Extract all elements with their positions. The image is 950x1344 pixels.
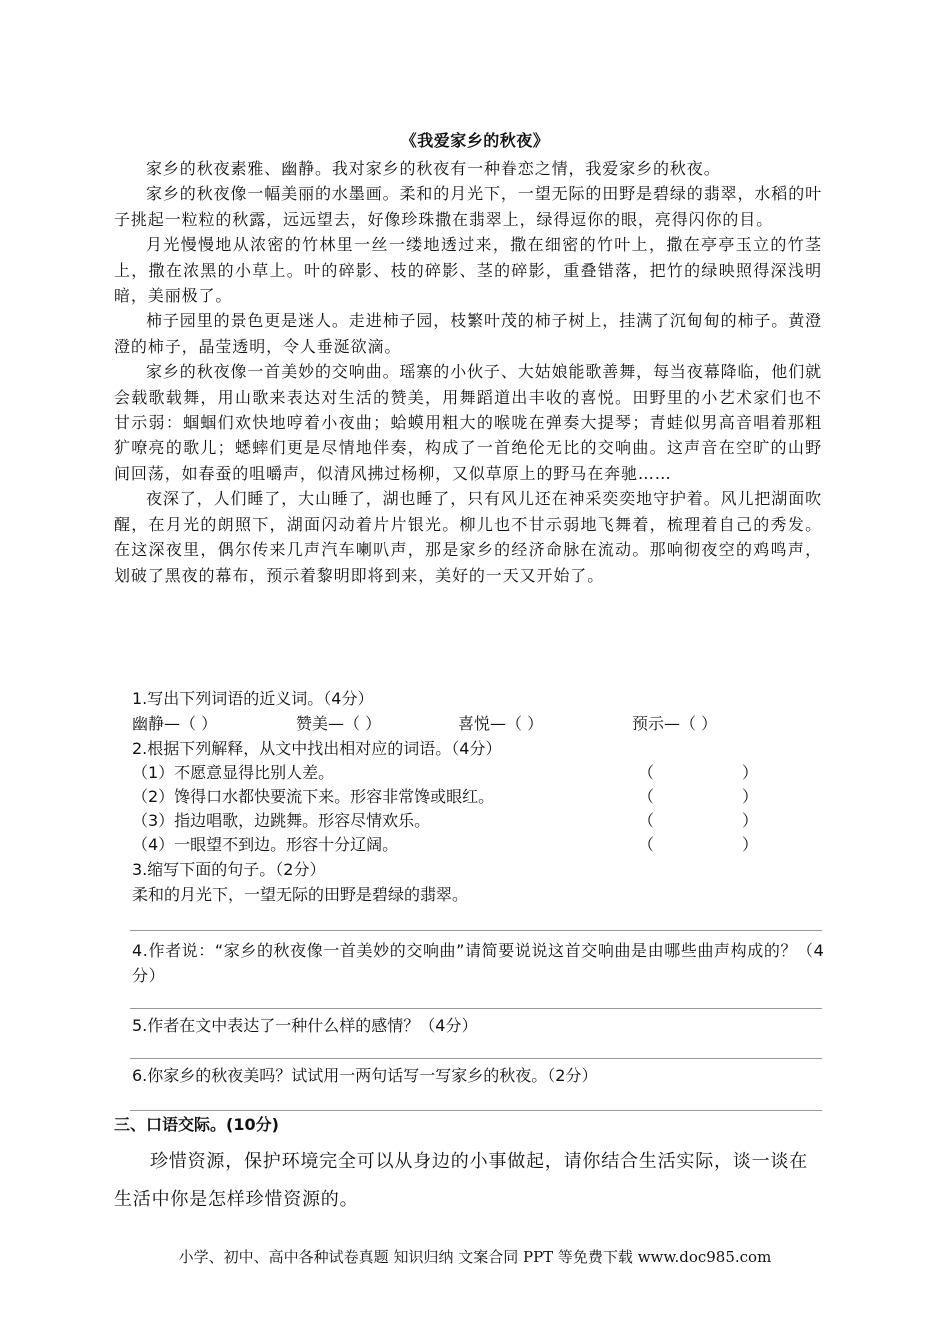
page-footer: 小学、初中、高中各种试卷真题 知识归纳 文案合同 PPT 等免费下载 www.doc985.com xyxy=(178,1248,772,1266)
passage-paragraph: 家乡的秋夜素雅、幽静。我对家乡的秋夜有一种眷恋之情，我爱家乡的秋夜。 xyxy=(146,159,721,178)
question-4-prompt: 4.作者说：“家乡的秋夜像一首美妙的交响曲”请简要说说这首交响曲是由哪些曲声构成的？（4分） xyxy=(132,941,825,985)
synonym-item[interactable]: 幽静—（ ） xyxy=(132,714,218,733)
blank-close-paren: ） xyxy=(741,763,758,782)
blank-open-paren: （ xyxy=(638,835,655,854)
definition-row xyxy=(132,761,828,785)
synonym-item[interactable]: 喜悦—（ ） xyxy=(458,714,544,733)
blank-open-paren: （ xyxy=(638,787,655,806)
blank-close-paren: ） xyxy=(741,811,758,830)
oral-communication-section xyxy=(114,1111,822,1219)
passage-paragraph: 夜深了，人们睡了，大山睡了，湖也睡了，只有风儿还在神采奕奕地守护着。风儿把湖面吹醒，在月光的朗照下，湖面闪动着片片银光。柳儿也不甘示弱地飞舞着，梳理着自己的秀发。在这深夜里，偶尔传来几声汽车喇叭声，那是家乡的经济命脉在流动。那响彻夜空的鸡鸣声，划破了黑夜的幕布，预示着黎明即将到来，美好的一天又开始了。 xyxy=(114,489,823,585)
question-6-prompt: 6.你家乡的秋夜美吗？试试用一两句话写一写家乡的秋夜。（2分） xyxy=(132,1066,598,1085)
question-2-prompt: 2.根据下列解释，从文中找出相对应的词语。（4分） xyxy=(132,739,502,758)
definition-text: （2）馋得口水都快要流下来。形容非常馋或眼红。 xyxy=(132,787,495,806)
definition-text: （4）一眼望不到边。形容十分辽阔。 xyxy=(132,835,399,854)
synonym-row xyxy=(132,711,828,736)
questions-section xyxy=(132,686,828,1111)
passage-paragraph: 柿子园里的景色更是迷人。走进柿子园，枝繁叶茂的柿子树上，挂满了沉甸甸的柿子。黄澄澄的柿子，晶莹透明，令人垂涎欲滴。 xyxy=(114,311,823,356)
question-3-prompt: 3.缩写下面的句子。（2分） xyxy=(132,860,326,879)
section-prompt: 珍惜资源，保护环境完全可以从身边的小事做起，请你结合生活实际，谈一谈在生活中你是怎样珍惜资源的。 xyxy=(114,1151,808,1210)
blank-open-paren: （ xyxy=(638,811,655,830)
question-1-prompt: 1.写出下列词语的近义词。（4分） xyxy=(132,689,374,708)
question-5-prompt: 5.作者在文中表达了一种什么样的感情？（4分） xyxy=(132,1016,478,1035)
blank-close-paren: ） xyxy=(741,835,758,854)
passage-body xyxy=(114,156,822,588)
definition-row xyxy=(132,833,828,857)
passage-paragraph: 月光慢慢地从浓密的竹林里一丝一缕地透过来，撒在细密的竹叶上，撒在亭亭玉立的竹茎上，撒在浓黑的小草上。叶的碎影、枝的碎影、茎的碎影，重叠错落，把竹的绿映照得深浅明暗，美丽极了。 xyxy=(114,235,822,306)
definition-text: （3）指边唱歌，边跳舞。形容尽情欢乐。 xyxy=(132,811,431,830)
section-heading: 三、口语交际。(10分) xyxy=(114,1115,279,1134)
definition-text: （1）不愿意显得比别人差。 xyxy=(132,763,335,782)
synonym-item[interactable]: 预示—（ ） xyxy=(632,714,718,733)
blank-open-paren: （ xyxy=(638,763,655,782)
blank-close-paren: ） xyxy=(741,787,758,806)
passage-paragraph: 家乡的秋夜像一首美妙的交响曲。瑶寨的小伙子、大姑娘能歌善舞，每当夜幕降临，他们就会载歌载舞，用山歌来表达对生活的赞美，用舞蹈道出丰收的喜悦。田野里的小艺术家们也不甘示弱：蝈蝈们欢快地哼着小夜曲；蛤蟆用粗大的喉咙在弹奏大提琴；青蛙似男高音唱着那粗犷嘹亮的歌儿；蟋蟀们更是尽情地伴奏，构成了一首绝伦无比的交响曲。这声音在空旷的山野间回荡，如春蚕的咀嚼声，似清风拂过杨柳，又似草原上的野马在奔驰…… xyxy=(114,362,823,483)
synonym-item[interactable]: 赞美—（ ） xyxy=(296,714,382,733)
question-3-sentence: 柔和的月光下，一望无际的田野是碧绿的翡翠。 xyxy=(132,885,469,904)
definition-row xyxy=(132,785,828,809)
passage-paragraph: 家乡的秋夜像一幅美丽的水墨画。柔和的月光下，一望无际的田野是碧绿的翡翠，水稻的叶子挑起一粒粒的秋露，远远望去，好像珍珠撒在翡翠上，绿得逗你的眼，亮得闪你的目。 xyxy=(114,184,823,229)
definition-row xyxy=(132,809,828,833)
passage-title: 《我爱家乡的秋夜》 xyxy=(400,131,550,150)
